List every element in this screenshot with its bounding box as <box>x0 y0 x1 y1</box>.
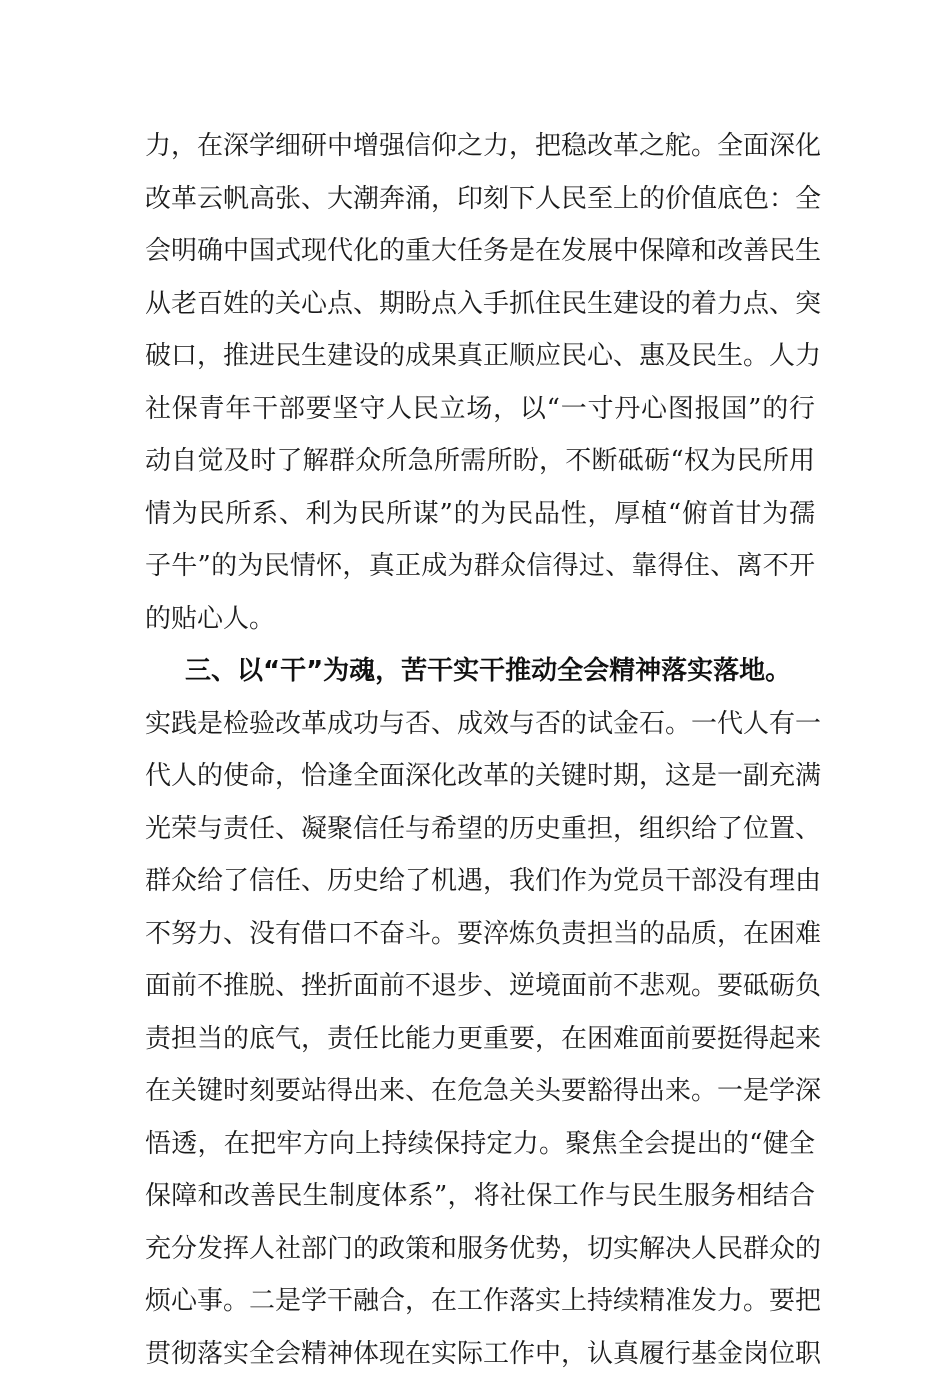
text-line: 社保青年干部要坚守人民立场，以“一寸丹心图报国”的行 <box>145 383 815 436</box>
text-line: 烦心事。二是学干融合，在工作落实上持续精准发力。要把 <box>145 1275 815 1328</box>
text-line: 实践是检验改革成功与否、成效与否的试金石。一代人有一 <box>145 698 815 751</box>
text-line: 悟透，在把牢方向上持续保持定力。聚焦全会提出的“健全 <box>145 1118 815 1171</box>
text-line: 子牛”的为民情怀，真正成为群众信得过、靠得住、离不开 <box>145 540 815 593</box>
section-heading: 三、以“干”为魂，苦干实干推动全会精神落实落地。 <box>145 645 815 698</box>
text-line: 面前不推脱、挫折面前不退步、逆境面前不悲观。要砥砺负 <box>145 960 815 1013</box>
text-line: 在关键时刻要站得出来、在危急关头要豁得出来。一是学深 <box>145 1065 815 1118</box>
text-line: 代人的使命，恰逢全面深化改革的关键时期，这是一副充满 <box>145 750 815 803</box>
document-body <box>145 120 815 1380</box>
text-line: 情为民所系、利为民所谋”的为民品性，厚植“俯首甘为孺 <box>145 488 815 541</box>
text-line: 充分发挥人社部门的政策和服务优势，切实解决人民群众的 <box>145 1223 815 1276</box>
text-line: 力，在深学细研中增强信仰之力，把稳改革之舵。全面深化 <box>145 120 815 173</box>
text-line: 责担当的底气，责任比能力更重要，在困难面前要挺得起来 <box>145 1013 815 1066</box>
text-line: 的贴心人。 <box>145 593 815 646</box>
text-line: 保障和改善民生制度体系”，将社保工作与民生服务相结合 <box>145 1170 815 1223</box>
text-line: 会明确中国式现代化的重大任务是在发展中保障和改善民生 <box>145 225 815 278</box>
text-line: 群众给了信任、历史给了机遇，我们作为党员干部没有理由 <box>145 855 815 908</box>
text-line: 破口，推进民生建设的成果真正顺应民心、惠及民生。人力 <box>145 330 815 383</box>
text-line: 光荣与责任、凝聚信任与希望的历史重担，组织给了位置、 <box>145 803 815 856</box>
text-line: 不努力、没有借口不奋斗。要淬炼负责担当的品质，在困难 <box>145 908 815 961</box>
text-line: 从老百姓的关心点、期盼点入手抓住民生建设的着力点、突 <box>145 278 815 331</box>
text-line: 改革云帆高张、大潮奔涌，印刻下人民至上的价值底色：全 <box>145 173 815 226</box>
paragraph-1 <box>145 120 815 645</box>
paragraph-2 <box>145 698 815 1380</box>
text-line: 贯彻落实全会精神体现在实际工作中，认真履行基金岗位职 <box>145 1328 815 1380</box>
text-line: 动自觉及时了解群众所急所需所盼，不断砥砺“权为民所用 <box>145 435 815 488</box>
